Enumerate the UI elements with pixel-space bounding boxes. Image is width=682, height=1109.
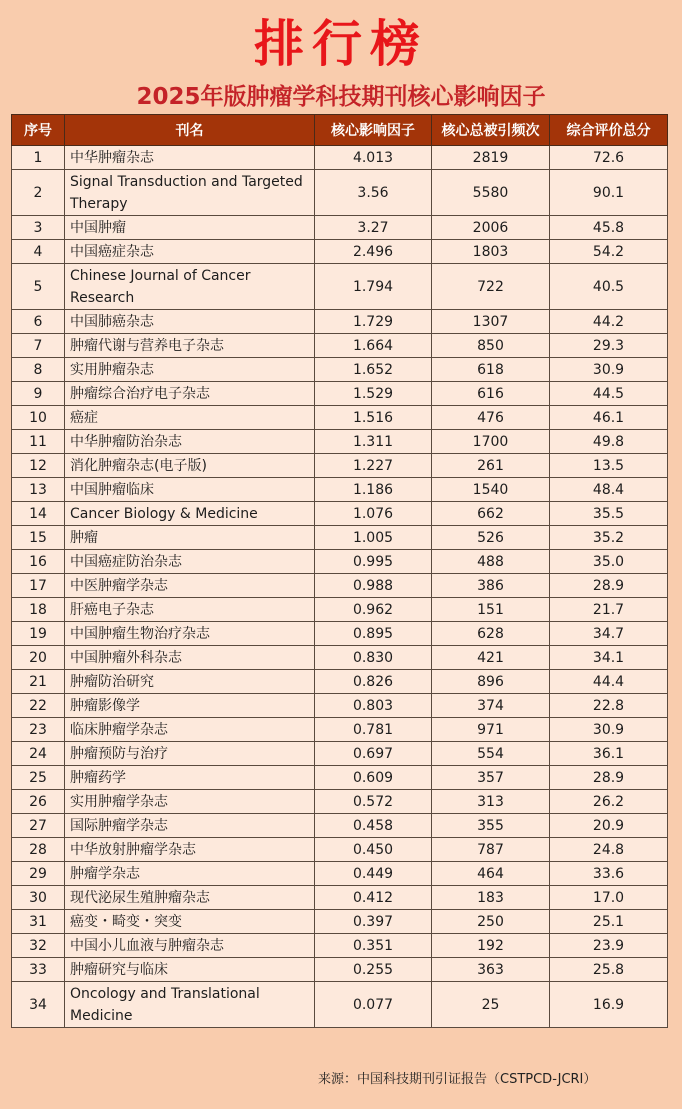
cell-journal-name: 中国肿瘤 — [65, 216, 315, 240]
table-row — [12, 910, 668, 934]
cell-rank: 32 — [12, 934, 65, 958]
cell-impact-factor: 0.397 — [315, 910, 432, 934]
column-header-rank: 序号 — [12, 115, 65, 146]
table-body — [12, 146, 668, 1028]
cell-total-citations: 476 — [432, 406, 550, 430]
cell-overall-score: 36.1 — [550, 742, 668, 766]
cell-total-citations: 1307 — [432, 310, 550, 334]
page-title: 排行榜 — [254, 14, 428, 73]
table-row — [12, 310, 668, 334]
cell-total-citations: 250 — [432, 910, 550, 934]
cell-total-citations: 526 — [432, 526, 550, 550]
cell-journal-name: 中华肿瘤杂志 — [65, 146, 315, 170]
cell-journal-name: Oncology and Translational Medicine — [65, 982, 315, 1028]
cell-rank: 33 — [12, 958, 65, 982]
cell-journal-name: 肿瘤预防与治疗 — [65, 742, 315, 766]
cell-journal-name: 国际肿瘤学杂志 — [65, 814, 315, 838]
cell-impact-factor: 0.697 — [315, 742, 432, 766]
cell-total-citations: 192 — [432, 934, 550, 958]
cell-rank: 4 — [12, 240, 65, 264]
cell-total-citations: 1700 — [432, 430, 550, 454]
cell-impact-factor: 0.077 — [315, 982, 432, 1028]
table-row — [12, 502, 668, 526]
table-row — [12, 982, 668, 1028]
cell-impact-factor: 0.988 — [315, 574, 432, 598]
cell-rank: 31 — [12, 910, 65, 934]
cell-rank: 12 — [12, 454, 65, 478]
cell-total-citations: 183 — [432, 886, 550, 910]
table-row — [12, 670, 668, 694]
cell-rank: 2 — [12, 170, 65, 216]
cell-journal-name: 实用肿瘤学杂志 — [65, 790, 315, 814]
cell-overall-score: 34.7 — [550, 622, 668, 646]
table-row — [12, 742, 668, 766]
cell-impact-factor: 0.803 — [315, 694, 432, 718]
cell-rank: 7 — [12, 334, 65, 358]
ranking-table-container — [11, 114, 667, 1028]
cell-journal-name: 肿瘤学杂志 — [65, 862, 315, 886]
cell-impact-factor: 0.609 — [315, 766, 432, 790]
table-row — [12, 454, 668, 478]
cell-journal-name: 肿瘤综合治疗电子杂志 — [65, 382, 315, 406]
cell-overall-score: 35.0 — [550, 550, 668, 574]
cell-rank: 34 — [12, 982, 65, 1028]
table-row — [12, 334, 668, 358]
table-row — [12, 934, 668, 958]
cell-impact-factor: 0.830 — [315, 646, 432, 670]
cell-journal-name: 中华肿瘤防治杂志 — [65, 430, 315, 454]
cell-impact-factor: 3.56 — [315, 170, 432, 216]
cell-rank: 23 — [12, 718, 65, 742]
cell-journal-name: Signal Transduction and Targeted Therapy — [65, 170, 315, 216]
cell-total-citations: 363 — [432, 958, 550, 982]
cell-impact-factor: 1.311 — [315, 430, 432, 454]
cell-total-citations: 554 — [432, 742, 550, 766]
cell-journal-name: 肿瘤代谢与营养电子杂志 — [65, 334, 315, 358]
cell-rank: 5 — [12, 264, 65, 310]
cell-impact-factor: 1.227 — [315, 454, 432, 478]
cell-journal-name: Cancer Biology & Medicine — [65, 502, 315, 526]
cell-rank: 15 — [12, 526, 65, 550]
table-row — [12, 170, 668, 216]
cell-journal-name: 肿瘤 — [65, 526, 315, 550]
cell-overall-score: 44.4 — [550, 670, 668, 694]
cell-rank: 19 — [12, 622, 65, 646]
cell-overall-score: 16.9 — [550, 982, 668, 1028]
cell-overall-score: 44.5 — [550, 382, 668, 406]
table-row — [12, 550, 668, 574]
cell-rank: 8 — [12, 358, 65, 382]
cell-total-citations: 662 — [432, 502, 550, 526]
cell-impact-factor: 3.27 — [315, 216, 432, 240]
cell-impact-factor: 0.255 — [315, 958, 432, 982]
cell-rank: 17 — [12, 574, 65, 598]
cell-impact-factor: 2.496 — [315, 240, 432, 264]
cell-overall-score: 35.5 — [550, 502, 668, 526]
cell-total-citations: 374 — [432, 694, 550, 718]
cell-overall-score: 30.9 — [550, 718, 668, 742]
cell-journal-name: Chinese Journal of Cancer Research — [65, 264, 315, 310]
cell-total-citations: 151 — [432, 598, 550, 622]
cell-overall-score: 90.1 — [550, 170, 668, 216]
table-row — [12, 694, 668, 718]
cell-total-citations: 357 — [432, 766, 550, 790]
cell-rank: 10 — [12, 406, 65, 430]
cell-overall-score: 45.8 — [550, 216, 668, 240]
cell-impact-factor: 0.895 — [315, 622, 432, 646]
cell-journal-name: 临床肿瘤学杂志 — [65, 718, 315, 742]
cell-rank: 29 — [12, 862, 65, 886]
table-row — [12, 382, 668, 406]
cell-total-citations: 5580 — [432, 170, 550, 216]
cell-total-citations: 25 — [432, 982, 550, 1028]
cell-rank: 13 — [12, 478, 65, 502]
cell-overall-score: 28.9 — [550, 766, 668, 790]
cell-journal-name: 实用肿瘤杂志 — [65, 358, 315, 382]
cell-overall-score: 24.8 — [550, 838, 668, 862]
table-row — [12, 862, 668, 886]
table-row — [12, 814, 668, 838]
cell-total-citations: 355 — [432, 814, 550, 838]
cell-impact-factor: 0.449 — [315, 862, 432, 886]
cell-overall-score: 48.4 — [550, 478, 668, 502]
table-row — [12, 406, 668, 430]
table-row — [12, 358, 668, 382]
cell-rank: 24 — [12, 742, 65, 766]
cell-journal-name: 癌变・畸变・突变 — [65, 910, 315, 934]
cell-rank: 9 — [12, 382, 65, 406]
cell-journal-name: 肿瘤研究与临床 — [65, 958, 315, 982]
cell-journal-name: 肝癌电子杂志 — [65, 598, 315, 622]
cell-journal-name: 中国肺癌杂志 — [65, 310, 315, 334]
cell-overall-score: 33.6 — [550, 862, 668, 886]
cell-impact-factor: 0.572 — [315, 790, 432, 814]
cell-impact-factor: 1.005 — [315, 526, 432, 550]
cell-impact-factor: 1.652 — [315, 358, 432, 382]
table-row — [12, 478, 668, 502]
table-row — [12, 838, 668, 862]
cell-total-citations: 464 — [432, 862, 550, 886]
source-note: 来源：中国科技期刊引证报告（CSTPCD-JCRI） — [318, 1072, 597, 1087]
cell-impact-factor: 0.781 — [315, 718, 432, 742]
table-row — [12, 646, 668, 670]
cell-journal-name: 中医肿瘤学杂志 — [65, 574, 315, 598]
cell-total-citations: 386 — [432, 574, 550, 598]
table-row — [12, 886, 668, 910]
cell-overall-score: 21.7 — [550, 598, 668, 622]
table-row — [12, 766, 668, 790]
cell-total-citations: 261 — [432, 454, 550, 478]
cell-journal-name: 肿瘤防治研究 — [65, 670, 315, 694]
cell-impact-factor: 0.351 — [315, 934, 432, 958]
cell-rank: 6 — [12, 310, 65, 334]
column-header-overall-score: 综合评价总分 — [550, 115, 668, 146]
cell-rank: 26 — [12, 790, 65, 814]
cell-total-citations: 787 — [432, 838, 550, 862]
cell-overall-score: 20.9 — [550, 814, 668, 838]
table-row — [12, 574, 668, 598]
cell-overall-score: 17.0 — [550, 886, 668, 910]
cell-overall-score: 46.1 — [550, 406, 668, 430]
cell-impact-factor: 0.458 — [315, 814, 432, 838]
cell-overall-score: 26.2 — [550, 790, 668, 814]
column-header-journal-name: 刊名 — [65, 115, 315, 146]
cell-journal-name: 肿瘤影像学 — [65, 694, 315, 718]
cell-rank: 25 — [12, 766, 65, 790]
cell-overall-score: 34.1 — [550, 646, 668, 670]
cell-impact-factor: 1.076 — [315, 502, 432, 526]
cell-overall-score: 30.9 — [550, 358, 668, 382]
cell-journal-name: 中国小儿血液与肿瘤杂志 — [65, 934, 315, 958]
cell-impact-factor: 1.664 — [315, 334, 432, 358]
cell-rank: 20 — [12, 646, 65, 670]
cell-overall-score: 72.6 — [550, 146, 668, 170]
cell-total-citations: 313 — [432, 790, 550, 814]
cell-rank: 21 — [12, 670, 65, 694]
table-row — [12, 622, 668, 646]
cell-journal-name: 中华放射肿瘤学杂志 — [65, 838, 315, 862]
cell-overall-score: 13.5 — [550, 454, 668, 478]
cell-total-citations: 1540 — [432, 478, 550, 502]
table-row — [12, 240, 668, 264]
cell-total-citations: 896 — [432, 670, 550, 694]
cell-total-citations: 722 — [432, 264, 550, 310]
cell-rank: 14 — [12, 502, 65, 526]
cell-rank: 11 — [12, 430, 65, 454]
page-subtitle: 2025年版肿瘤学科技期刊核心影响因子 — [136, 84, 546, 110]
cell-rank: 30 — [12, 886, 65, 910]
cell-overall-score: 23.9 — [550, 934, 668, 958]
table-row — [12, 958, 668, 982]
cell-total-citations: 850 — [432, 334, 550, 358]
column-header-impact-factor: 核心影响因子 — [315, 115, 432, 146]
cell-impact-factor: 1.186 — [315, 478, 432, 502]
cell-total-citations: 616 — [432, 382, 550, 406]
cell-journal-name: 中国癌症防治杂志 — [65, 550, 315, 574]
ranking-table — [11, 114, 668, 1028]
cell-overall-score: 25.1 — [550, 910, 668, 934]
cell-impact-factor: 0.450 — [315, 838, 432, 862]
cell-total-citations: 421 — [432, 646, 550, 670]
cell-rank: 1 — [12, 146, 65, 170]
cell-rank: 16 — [12, 550, 65, 574]
cell-journal-name: 中国肿瘤生物治疗杂志 — [65, 622, 315, 646]
cell-impact-factor: 0.962 — [315, 598, 432, 622]
cell-rank: 18 — [12, 598, 65, 622]
cell-total-citations: 628 — [432, 622, 550, 646]
cell-overall-score: 44.2 — [550, 310, 668, 334]
cell-total-citations: 488 — [432, 550, 550, 574]
cell-rank: 27 — [12, 814, 65, 838]
table-row — [12, 430, 668, 454]
cell-impact-factor: 0.826 — [315, 670, 432, 694]
cell-rank: 22 — [12, 694, 65, 718]
table-row — [12, 264, 668, 310]
cell-overall-score: 29.3 — [550, 334, 668, 358]
table-row — [12, 790, 668, 814]
cell-rank: 3 — [12, 216, 65, 240]
cell-overall-score: 54.2 — [550, 240, 668, 264]
cell-journal-name: 肿瘤药学 — [65, 766, 315, 790]
cell-total-citations: 1803 — [432, 240, 550, 264]
cell-overall-score: 35.2 — [550, 526, 668, 550]
table-row — [12, 718, 668, 742]
cell-overall-score: 40.5 — [550, 264, 668, 310]
cell-total-citations: 971 — [432, 718, 550, 742]
table-row — [12, 216, 668, 240]
table-row — [12, 146, 668, 170]
cell-impact-factor: 0.995 — [315, 550, 432, 574]
cell-impact-factor: 4.013 — [315, 146, 432, 170]
table-header-row — [12, 115, 668, 146]
cell-rank: 28 — [12, 838, 65, 862]
cell-impact-factor: 1.729 — [315, 310, 432, 334]
cell-total-citations: 2819 — [432, 146, 550, 170]
cell-overall-score: 28.9 — [550, 574, 668, 598]
cell-total-citations: 2006 — [432, 216, 550, 240]
cell-journal-name: 消化肿瘤杂志(电子版) — [65, 454, 315, 478]
cell-impact-factor: 1.794 — [315, 264, 432, 310]
cell-impact-factor: 1.529 — [315, 382, 432, 406]
cell-impact-factor: 1.516 — [315, 406, 432, 430]
column-header-total-citations: 核心总被引频次 — [432, 115, 550, 146]
cell-overall-score: 49.8 — [550, 430, 668, 454]
table-row — [12, 526, 668, 550]
cell-overall-score: 25.8 — [550, 958, 668, 982]
cell-overall-score: 22.8 — [550, 694, 668, 718]
cell-journal-name: 中国癌症杂志 — [65, 240, 315, 264]
cell-journal-name: 中国肿瘤临床 — [65, 478, 315, 502]
cell-journal-name: 癌症 — [65, 406, 315, 430]
cell-impact-factor: 0.412 — [315, 886, 432, 910]
table-row — [12, 598, 668, 622]
cell-journal-name: 现代泌尿生殖肿瘤杂志 — [65, 886, 315, 910]
cell-total-citations: 618 — [432, 358, 550, 382]
cell-journal-name: 中国肿瘤外科杂志 — [65, 646, 315, 670]
